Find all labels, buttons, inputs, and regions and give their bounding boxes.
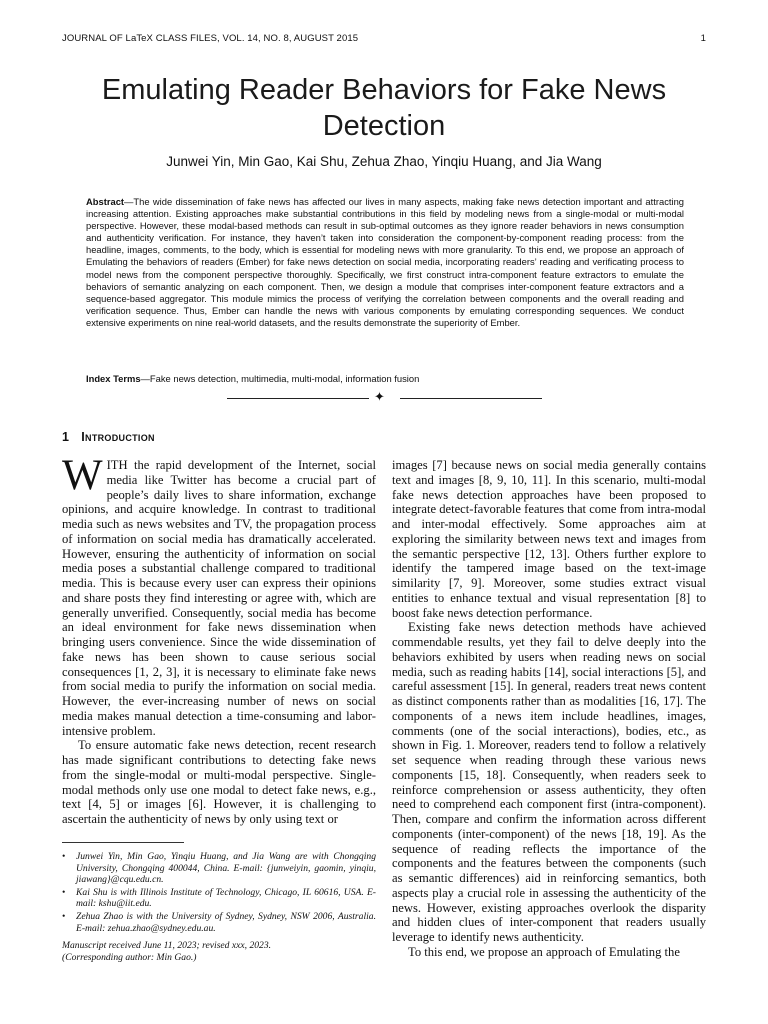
abstract-label: Abstract	[86, 196, 125, 207]
section-heading	[62, 430, 155, 444]
section-divider	[227, 390, 542, 405]
intro-paragraph-4: Existing fake news detection methods have achieved commendable results, yet they fail to delve deeply into the behaviors exhibited by users when reading news on social media, such as reading habits [14], social interactions [5], and careful assessment [15]. In general, readers treat news content as distinct components rather than as modalities [16, 17]. The components of a news item include headlines, images, comments (one of the social interactions), bodies, etc., as shown in Fig. 1. Moreover, readers tend to follow a relatively set sequence when reading through these various news components [15, 18]. Consequently, when readers seek to reinforce comprehension or assess authenticity, they often need to comprehend each component first (intra-component). Then, compare and confirm the information across different components (inter-component) of the news [18, 19]. As the sequence of reading reflects the importance of the components and the features between the components (such as semantic differences) aid in reinforcing semantics, both aspects play a crucial role in assessing the authenticity of the news. However, existing approaches overlook the disparity and hidden clues of inter-component that readers usually leverage to identify news authenticity.	[392, 620, 706, 944]
paragraph-text: the rapid development of the Internet, social media like Twitter has become a crucial part of people’s daily lives to share information, exchange opinions, and acquire knowledge. In contrast to traditional media such as news websites and TV, the propagation process of information on social media has dramatically accelerated. However, ensuring the authenticity of information on social media poses a substantial challenge compared to traditional media. This is because every user can express their opinions and share posts they find interesting or agree with, which are generally unverified. Consequently, social media has become an ideal environment for fake news dissemination when bringing users convenience. Since the wide dissemination of fake news has been shown to cause serious social consequences [1, 2, 3], it is necessary to eliminate fake news from social media to purify the information on social media. However, the ever-increasing number of news on social media makes manual detection a time-consuming and labor-intensive problem.	[62, 458, 376, 738]
first-word-rest: ITH	[106, 458, 128, 472]
section-number: 1	[62, 430, 70, 444]
running-header	[62, 33, 706, 44]
title-line-1: Emulating Reader Behaviors for Fake News	[101, 74, 667, 106]
drop-cap: W	[62, 452, 103, 499]
index-terms-text: —Fake news detection, multimedia, multi-modal, information fusion	[140, 373, 420, 384]
divider-line-right	[400, 398, 542, 399]
intro-paragraph-5: To this end, we propose an approach of Emulating the	[408, 944, 680, 959]
index-terms-label: Index Terms	[86, 373, 141, 384]
footnotes	[62, 851, 376, 963]
divider-line-left	[227, 398, 369, 399]
page-number: 1	[700, 33, 706, 44]
abstract-text: —The wide dissemination of fake news has affected our lives in many aspects, making fake news detection important and attracting increasing attention. Existing approaches make substantial contributions in this field by modeling news from a single-modal or multi-modal perspective. However, these modal-based methods can result in sub-optimal outcomes as they ignore reader behaviors in news consumption and authenticity verification. For instance, they haven’t taken into consideration the component-by-component reading process: from the headline, images, comments, to the body, which is essential for modeling news with more granularity. To this end, we propose an approach of Emulating the behaviors of readers (Ember) for fake news detection on social media, incorporating readers’ reading and verificating process to model news from the component perspective thoroughly. Specifically, we first construct intra-component feature extractors to emulate the behaviors of semantic analyzing on each component. Then, we design a module that comprises inter-component feature extractors and a sequence-based aggregator. This module mimics the process of verifying the correlation between components and the overall reading and verification sequence. Thus, Ember can handle the news with various components by emulating corresponding sequences. We conduct extensive experiments on nine real-world datasets, and the results demonstrate the superiority of Ember.	[86, 196, 684, 328]
section-title: Introduction	[81, 430, 155, 444]
paper-title	[0, 72, 768, 144]
affiliation-item: • Kai Shu is with Illinois Institute of Technology, Chicago, IL 60616, USA. E-mail: kshu@iit.edu.	[62, 887, 376, 910]
title-line-2: Detection	[322, 110, 446, 142]
divider-star-icon: ✦	[374, 390, 385, 405]
affiliation-list	[62, 851, 376, 934]
index-terms	[86, 373, 684, 384]
manuscript-received: Manuscript received June 11, 2023; revised xxx, 2023.	[62, 940, 272, 952]
corresponding-author: (Corresponding author: Min Gao.)	[62, 951, 197, 963]
author-list: Junwei Yin, Min Gao, Kai Shu, Zehua Zhao, Yinqiu Huang, and Jia Wang	[166, 154, 602, 169]
intro-paragraph-3: images [7] because news on social media generally contains text and images [8, 9, 10, 11]. In this scenario, multi-modal fake news detection approaches have been proposed to integrate detect-favorable features that come from intra-modal and inter-modal effectively. Some approaches aim at exploring the similarity between news text and images from the semantic perspective [12, 13]. Others further explore to identify the tampered image based on the text-image similarity [7, 9]. Moreover, some studies extract visual entities to enhance textual and visual representation [8] to boost fake news detection performance.	[392, 458, 706, 620]
footnote-rule	[62, 842, 184, 843]
right-column	[392, 458, 706, 960]
affiliation-item: • Zehua Zhao is with the University of Sydney, Sydney, NSW 2006, Australia. E-mail: zehua.zhao@sydney.edu.au.	[62, 911, 376, 934]
intro-paragraph-1	[62, 452, 376, 738]
intro-paragraph-2: To ensure automatic fake news detection, recent research has made significant contributions to detecting fake news from the single-modal or multi-modal perspective. Single-modal methods only use one modal to detect fake news, e.g., text [4, 5] or images [6]. However, it is challenging to ascertain the authenticity of news by only using text or	[62, 738, 376, 826]
abstract	[86, 196, 684, 329]
affiliation-item: • Junwei Yin, Min Gao, Yinqiu Huang, and Jia Wang are with Chongqing University, Chongqing 400044, China. E-mail: {junweiyin, gaomin, yinqiu, jiawang}@cqu.edu.cn.	[62, 851, 376, 886]
journal-name: JOURNAL OF LaTeX CLASS FILES, VOL. 14, NO. 8, AUGUST 2015	[62, 33, 359, 44]
left-column	[62, 452, 376, 827]
